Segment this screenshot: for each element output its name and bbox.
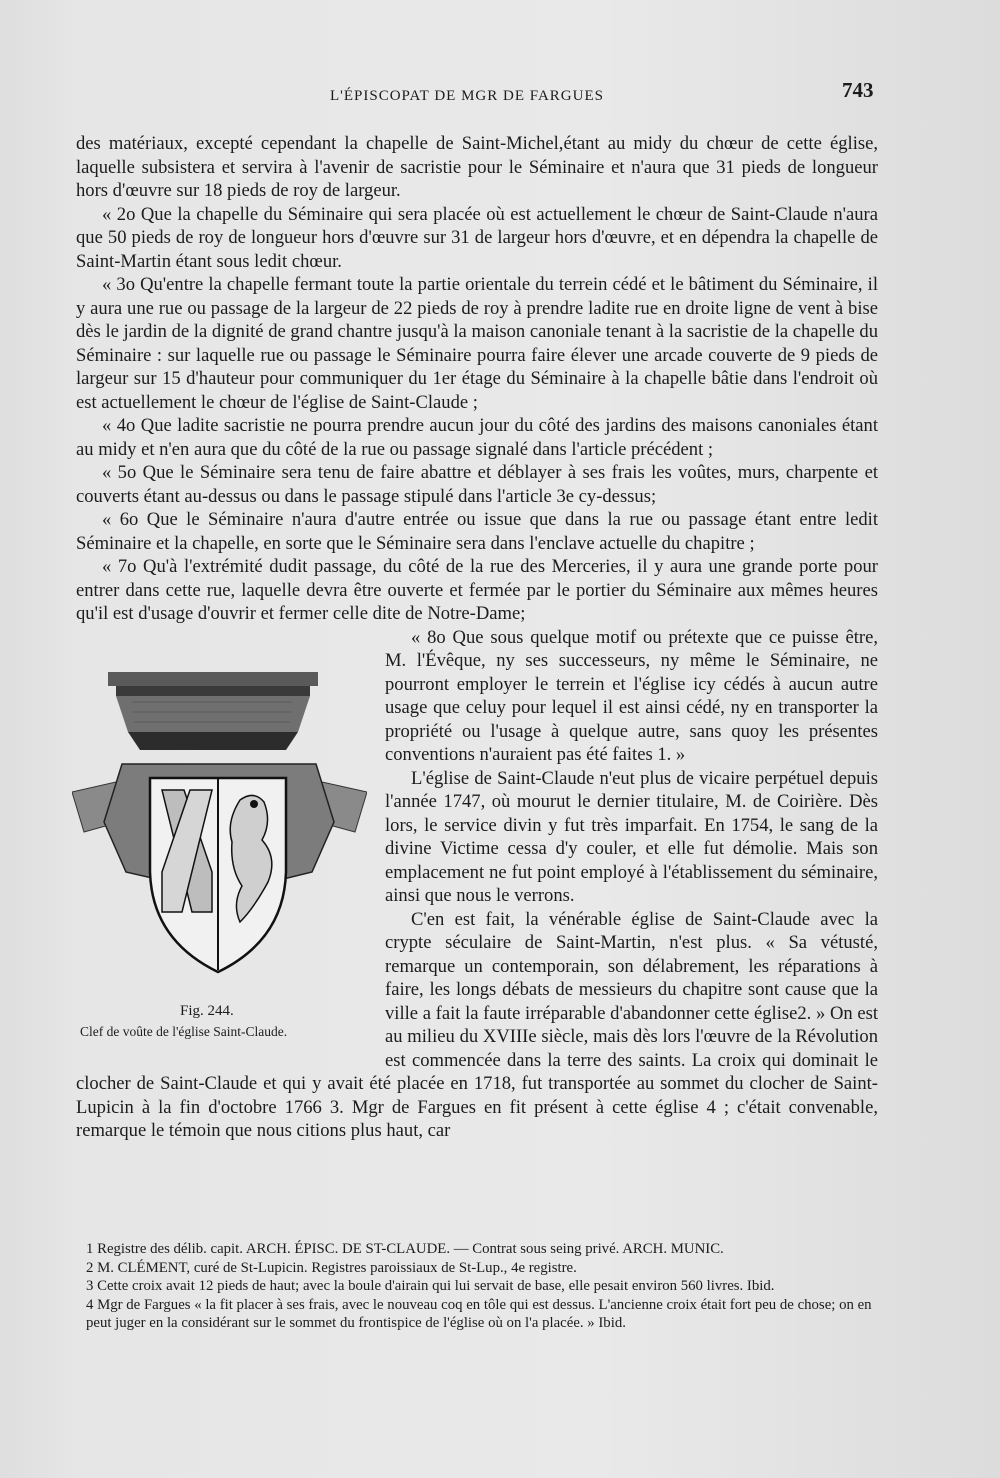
paragraph-6: « 6o Que le Séminaire n'aura d'autre entrée ou issue que dans la rue ou passage étant entre ledit Séminaire et la chapelle, en sorte que le Séminaire sera dans l'enclave actuelle du chapitre ;	[76, 509, 878, 554]
figure-label: Fig. 244.	[180, 1002, 234, 1019]
footnote-1: 1 Registre des délib. capit. ARCH. ÉPISC. DE ST-CLAUDE. — Contrat sous seing privé. ARCH. MUNIC.	[86, 1241, 724, 1257]
paragraph-9: L'église de Saint-Claude n'eut plus de vicaire perpétuel depuis l'année 1747, où mourut le dernier titulaire, M. de Coirière. Dès lors, le service divin y fut très imparfait. En 1754, le sang de la divine Victime cessa d'y couler, et elle fut démolie. Mais son emplacement ne fut point employé à l'établissement du séminaire, ainsi que nous le verrons.	[385, 767, 878, 906]
footnote-4: 4 Mgr de Fargues « la fit placer à ses frais, avec le nouveau coq en tôle qui est dessus. L'ancienne croix était fort peu de chose; on en peut juger en la considérant sur le sommet du frontispice de l'église où on l'a placée. » Ibid.	[86, 1296, 872, 1332]
paragraph-5: « 5o Que le Séminaire sera tenu de faire abattre et déblayer à ses frais les voûtes, murs, charpente et couverts étant au-dessus ou dans le passage stipulé dans l'article 3e cy-dessus;	[76, 462, 878, 507]
footnote-3: 3 Cette croix avait 12 pieds de haut; avec la boule d'airain qui lui servait de base, elle pesait environ 560 livres. Ibid.	[86, 1278, 775, 1295]
footnote-2: 2 M. CLÉMENT, curé de St-Lupicin. Registres paroissiaux de St-Lup., 4e registre.	[86, 1259, 577, 1276]
paragraph-10: C'en est fait, la vénérable église de Saint-Claude avec la crypte séculaire de Saint-Martin, n'est plus. « Sa vétusté, remarque un contemporain, son délabrement, les réparations à faire, les longs débats de messieurs du chapitre sont cause que la ville a fait la faute irréparable d'abandonner cette église2. » On est au milieu du XVIIIe siècle, mais dès lors l'œuvre de la Révolution est commencée dans la terre des saints. La croix qui dominait le clocher de Saint-Claude et qui y avait été placée en 1718, fut transportée au sommet du clocher de Saint-Lupicin à la fin d'octobre 1766 3. Mgr de Fargues en fit présent à cette église 4 ; c'était convenable, remarque le témoin que nous citions plus haut, car	[76, 908, 878, 1141]
paragraph-8: « 8o Que sous quelque motif ou prétexte que ce puisse être, M. l'Évêque, ny ses successeurs, ny même le Séminaire, ne pourront employer le terrein et l'église icy cédés à aucun autre usage que celuy pour lequel il est ainsi cédé, ny en transporter la propriété ou l'usage à quelque autre, sans quoy les présentes conventions n'auraient pas été faites 1. »	[385, 626, 878, 765]
figure-caption: Clef de voûte de l'église Saint-Claude.	[80, 1023, 288, 1039]
footnotes	[86, 1240, 878, 1333]
paragraph-2: « 2o Que la chapelle du Séminaire qui sera placée où est actuellement le chœur de Saint-Claude n'aura que 50 pieds de roy de longueur hors d'œuvre sur 31 de largeur hors d'œuvre, et en dépendra la chapelle de Saint-Martin étant sous ledit chœur.	[76, 203, 878, 272]
paragraph-4: « 4o Que ladite sacristie ne pourra prendre aucun jour du côté des jardins des maisons canoniales étant au midy et n'en aura que du côté de la rue ou passage signalé dans l'article précédent ;	[76, 415, 878, 460]
figure-keystone	[72, 672, 367, 1057]
paragraph-3: « 3o Qu'entre la chapelle fermant toute la partie orientale du terrein cédé et le bâtiment du Séminaire, il y aura une rue ou passage de la largeur de 22 pieds de roy à prendre ladite rue en droite ligne de vent à bise dès le jardin de la dignité de grand chantre jusqu'à la maison canoniale tenant à la sacristie de la chapelle du Séminaire : sur laquelle rue ou passage le Séminaire pourra faire élever une arcade couverte de 9 pieds de largeur sur 15 d'hauteur pour communiquer du 1er étage du Séminaire à la chapelle bâtie dans l'endroit où est actuellement le chœur de l'église de Saint-Claude ;	[76, 274, 878, 413]
paragraph-1: des matériaux, excepté cependant la chapelle de Saint-Michel,étant au midy du chœur de cette église, laquelle subsistera et servira à l'avenir de sacristie pour le Séminaire et n'aura que 31 pieds de longueur hors d'œuvre sur 18 pieds de roy de largeur.	[76, 133, 878, 201]
keystone-illustration	[72, 672, 367, 1002]
main-text	[76, 132, 878, 1143]
running-title: L'ÉPISCOPAT DE MGR DE FARGUES	[330, 88, 604, 104]
paragraph-7: « 7o Qu'à l'extrémité dudit passage, du côté de la rue des Merceries, il y aura une grande porte pour entrer dans cette rue, laquelle devra être ouverte et fermée par le portier du Séminaire aux mêmes heures qu'il est d'usage d'ouvrir et fermer celle dite de Notre-Dame;	[76, 556, 878, 624]
page-number: 743	[842, 78, 874, 102]
